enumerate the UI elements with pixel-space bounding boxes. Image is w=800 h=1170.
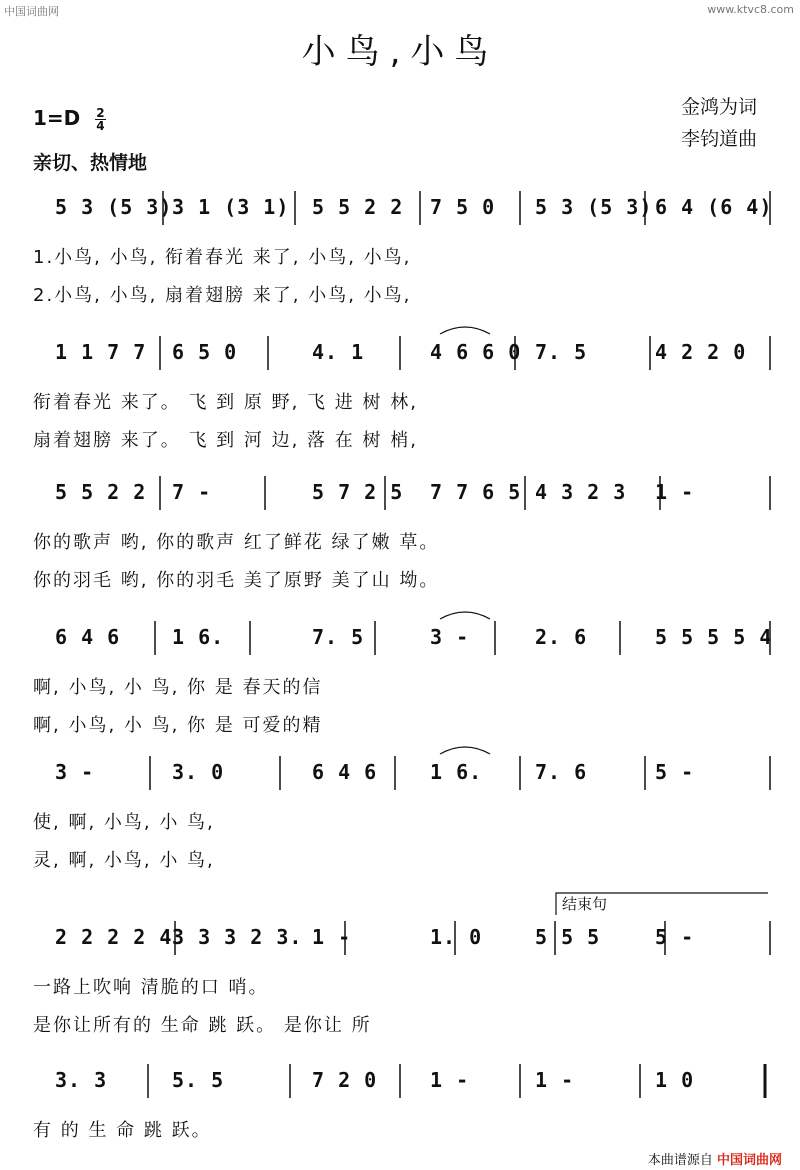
- footer: [648, 1149, 782, 1168]
- measure: 2. 6: [535, 625, 588, 649]
- lyric-line: 扇着翅膀 来了。 飞 到 河 边, 落 在 树 梢,: [33, 430, 418, 451]
- measure: 5 3 (5 3): [55, 195, 173, 219]
- measure: 4 3 2 3: [535, 480, 627, 504]
- lyric-line: 衔着春光 来了。 飞 到 原 野, 飞 进 树 林,: [33, 392, 418, 413]
- measure: 1. 0: [430, 925, 483, 949]
- lyricist: 金鸿为词: [681, 96, 758, 118]
- measure: 6 5 0: [172, 340, 238, 364]
- lyric-line: 使, 啊, 小鸟, 小 鸟,: [33, 812, 215, 833]
- measure: 7 7 6 5: [430, 480, 522, 504]
- measure: 1 -: [535, 1068, 575, 1092]
- measure: 5. 5: [172, 1068, 225, 1092]
- watermark-right: www.ktvc8.com: [707, 3, 794, 16]
- measure: 4. 1: [312, 340, 365, 364]
- measure: 7 2 0: [312, 1068, 378, 1092]
- measure: 5 3 (5 3): [535, 195, 653, 219]
- lyric-line: 啊, 小鸟, 小 鸟, 你 是 可爱的精: [33, 715, 323, 736]
- measure: 3 -: [55, 760, 95, 784]
- measure: 1 6.: [430, 760, 483, 784]
- composer: 李钧道曲: [681, 128, 758, 150]
- measure: 3 -: [430, 625, 470, 649]
- measure: 1 -: [655, 480, 695, 504]
- ending-label: 结束句: [562, 895, 608, 913]
- measure: 3 1 (3 1): [172, 195, 290, 219]
- lyric-line: 1.小鸟, 小鸟, 衔着春光 来了, 小鸟, 小鸟,: [33, 247, 412, 268]
- measure: 3. 0: [172, 760, 225, 784]
- lyric-line: 啊, 小鸟, 小 鸟, 你 是 春天的信: [33, 677, 323, 698]
- lyric-line: 2.小鸟, 小鸟, 扇着翅膀 来了, 小鸟, 小鸟,: [33, 285, 412, 306]
- measure: 5 5 2 2: [312, 195, 404, 219]
- measure: 5 5 2 2: [55, 480, 147, 504]
- measure: 7. 5: [312, 625, 365, 649]
- measure: 6 4 6: [312, 760, 378, 784]
- time-denominator: 4: [96, 119, 105, 133]
- tempo-marking: 亲切、热情地: [33, 152, 148, 174]
- measure: 4 6 6 0: [430, 340, 522, 364]
- measure: 7. 6: [535, 760, 588, 784]
- measure: 7 5 0: [430, 195, 496, 219]
- measure: 3. 3: [55, 1068, 108, 1092]
- watermark-left: 中国词曲网: [4, 5, 59, 18]
- measure: 6 4 6: [55, 625, 121, 649]
- slur: [440, 747, 490, 754]
- measure: 3 3 3 2 3.: [172, 925, 303, 949]
- lyric-line: 你的羽毛 哟, 你的羽毛 美了原野 美了山 坳。: [33, 570, 440, 591]
- lyric-line: 有 的 生 命 跳 跃。: [33, 1120, 212, 1141]
- measure: 5 7 2 5: [312, 480, 404, 504]
- measure: 5 -: [655, 925, 695, 949]
- lyric-line: 一路上吹响 清脆的口 哨。: [33, 977, 269, 998]
- measure: 4 2 2 0: [655, 340, 747, 364]
- lyric-line: 你的歌声 哟, 你的歌声 红了鲜花 绿了嫩 草。: [33, 532, 440, 553]
- measure: 1 -: [430, 1068, 470, 1092]
- measure: 5 5 5 5 4: [655, 625, 773, 649]
- measure: 5 -: [655, 760, 695, 784]
- measure: 1 1 7 7: [55, 340, 147, 364]
- time-numerator: 2: [96, 106, 105, 120]
- key-text: 1=D: [33, 106, 81, 130]
- measure: 7 -: [172, 480, 212, 504]
- measure: 1 6.: [172, 625, 225, 649]
- song-title: 小鸟,小鸟: [301, 32, 499, 72]
- measure: 1 -: [312, 925, 352, 949]
- measure: 1 0: [655, 1068, 695, 1092]
- slur: [440, 612, 490, 619]
- measure: 6 4 (6 4): [655, 195, 773, 219]
- lyric-line: 是你让所有的 生命 跳 跃。 是你让 所: [33, 1015, 372, 1036]
- slur: [440, 327, 490, 334]
- measure: 7. 5: [535, 340, 588, 364]
- footer-source: 本曲谱源自: [647, 1153, 713, 1168]
- measure: 5 5 5: [535, 925, 601, 949]
- lyric-line: 灵, 啊, 小鸟, 小 鸟,: [33, 850, 215, 871]
- footer-brand: 中国词曲网: [716, 1153, 782, 1168]
- measure: 2 2 2 2 4: [55, 925, 173, 949]
